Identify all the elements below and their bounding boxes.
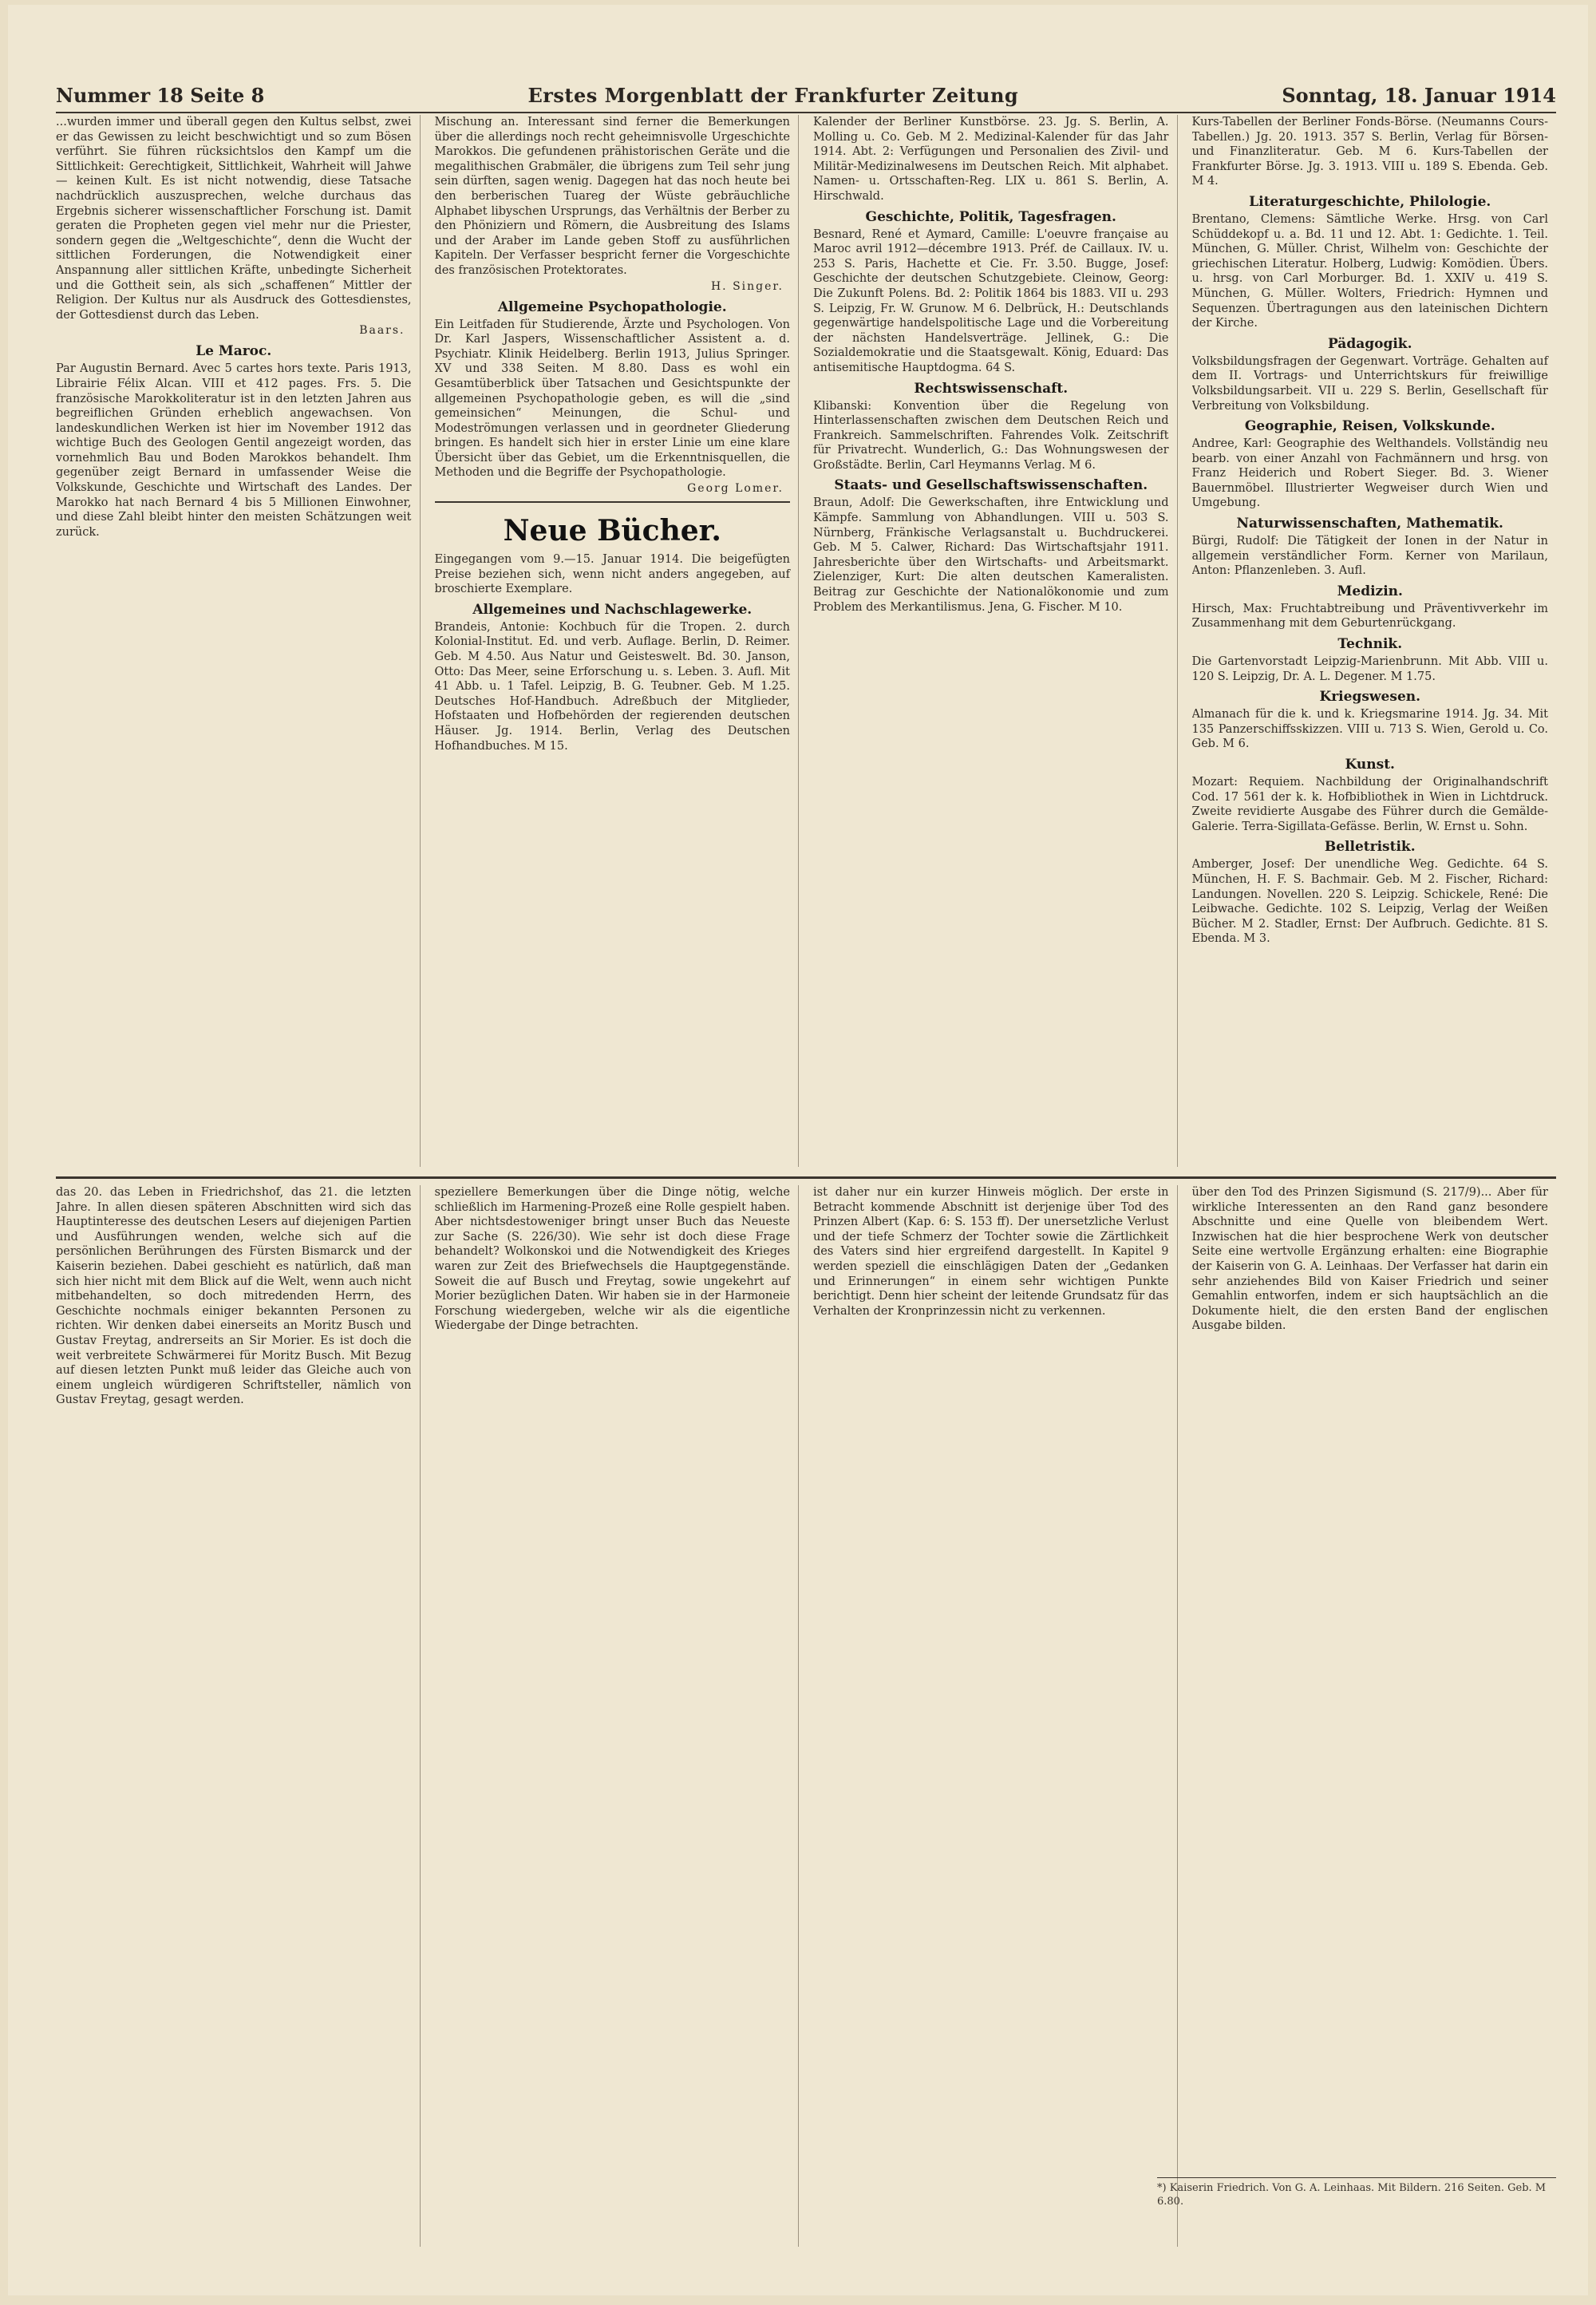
section-heading: Kriegswesen. [1319,689,1421,706]
book-list: Kalender der Berliner Kunstbörse. 23. Jg. S. Berlin, A. Molling u. Co. Geb. M 2. Medizinal-Kalender für das Jahr 1914. Abt. 2: Verfügungen und Personalien des Zivil- und Militär-Medizinalwesens im Deutschen Reich. Mit alphabet. Namen- u. Ortsschaften-Reg. LIX u. 861 S. Berlin, A. Hirschwald. [813,116,1173,203]
book-list: Mozart: Requiem. Nachbildung der Originalhandschrift Cod. 17 561 der k. k. Hofbibliothek in Wien in Lichtdruck. Zweite revidierte Ausgabe des Führer durch die Gemälde-Galerie. Terra-Sigillata-Gefässe. Berlin, W. Ernst u. Sohn. [1191,776,1552,833]
newspaper-page [8,5,1588,2295]
section-heading: Allgemeine Psychopathologie. [497,299,727,315]
book-list: Klibanski: Konvention über die Regelung von Hinterlassenschaften zwischen dem Deutschen Reich und Frankreich. Sammelschriften. Fahrendes Volk. Zeitschrift für Privatrecht. Wunderlich, G.: Das Wohnungswesen der Großstädte. Berlin, Carl Heymanns Verlag. M 6. [813,399,1173,472]
section-heading: Pädagogik. [1327,335,1412,352]
lower-column-2 [435,1185,800,2247]
section-heading: Naturwissenschaften, Mathematik. [1236,516,1503,532]
book-list: Brandeis, Antonie: Kochbuch für die Tropen. 2. durch Kolonial-Institut. Ed. und verb. Auflage. Berlin, D. Reimer. Geb. M 4.50. Aus Natur und Geisteswelt. Bd. 30. Janson, Otto: Das Meer, seine Erforschung u. s. Leben. 3. Aufl. Mit 41 Abb. u. 1 Tafel. Leipzig, B. G. Teubner. Geb. M 1.25. Deutsches Hof-Handbuch. Adreßbuch der Mitglieder, Hofstaaten und Hofbehörden der regierenden deutschen Häuser. Jg. 1914. Berlin, Verlag des Deutschen Hofhandbuches. M 15. [434,620,794,753]
section-heading: Kunst. [1345,757,1395,773]
section-heading: Staats- und Gesellschaftswissenschaften. [834,477,1148,494]
book-list: Brentano, Clemens: Sämtliche Werke. Hrsg. von Carl Schüddekopf u. a. Bd. 11 und 12. Abt. 1: Gedichte. 1. Teil. München, G. Müller. Christ, Wilhelm von: Geschichte der griechischen Literatur. Holberg, Ludwig: Komödien. Übers. u. hrsg. von Carl Morburger. Bd. 1. XXIV u. 419 S. München, G. Müller. Wolters, Friedrich: Hymnen und Sequenzen. Übertragungen aus den lateinischen Dichtern der Kirche. [1191,212,1552,330]
article-text: das 20. das Leben in Friedrichshof, das 21. die letzten Jahre. In allen diesen späteren Abschnitten wird sich das Hauptinteresse des deutschen Lesers auf diejenigen Partien und Ausführungen wenden, welche sich auf die persönlichen Berührungen des Fürsten Bismarck und der Kaiserin beziehen. Dabei geschieht es natürlich, daß man sich hier nicht mit dem Blick auf die Welt, wenn auch nicht mitbehandelten, so doch mitredenden Herrn, des Geschichte nochmals einiger bekannten Personen zu richten. Wir denken dabei einerseits an Moritz Busch und Gustav Freytag, andrerseits an Sir Morier. Es ist doch die weit verbreitete Schwärmerei für Moritz Busch. Mit Bezug auf diesen letzten Punkt muß leider das Gleiche auch von einem ungleich würdigeren Schriftsteller, nämlich von Gustav Freytag, gesagt werden. [56,1186,416,1407]
book-list: Hirsch, Max: Fruchtabtreibung und Präventivverkehr im Zusammenhang mit dem Geburtenrückgang. [1191,602,1552,631]
article-text: ...wurden immer und überall gegen den Kultus selbst, zwei er das Gewissen zu leicht beschwichtigt und so zum Bösen verführt. Sie führen rücksichtslos den Kampf um die Sittlichkeit: Gerechtigkeit, Sittlichkeit, Wahrheit will Jahwe — keinen Kult. Es ist nicht notwendig, diese Tatsache nachdrücklich auszusprechen, welche durchaus das Ergebnis sicherer wissenschaftlicher Forschung ist. Damit geraten die Propheten gegen viel mehr nur die Priester, sondern gegen die „Weltgeschichte“, denn die Wucht der sittlichen Forderungen, die Notwendigkeit einer Anspannung aller sittlichen Kräfte, unbedingte Sicherheit und die Gottheit sein, als sich „schaffenen“ Mittler der Religion. Der Kultus nur als Ausdruck des Gottesdienstes, der Gottesdienst durch das Leben. [56,116,416,322]
page-header [56,69,1556,113]
article-text: Mischung an. Interessant sind ferner die Bemerkungen über die allerdings noch recht geheimnisvolle Urgeschichte Marokkos. Die gefundenen prähistorischen Geräte und die megalithischen Grabmäler, die übrigens zum Teil sehr jung sein dürften, sagen wenig. Dagegen hat das noch heute bei den berberischen Tuareg der Wüste gebräuchliche Alphabet libyschen Ursprungs, das Verhältnis der Berber zu den Phöniziern und Römern, die Ausbreitung des Islams und der Araber im Lande geben Stoff zu ausführlichen Kapiteln. Der Verfasser bespricht ferner die Vorgeschichte des französischen Protektorates. [434,116,794,277]
books-heading: Neue Bücher. [503,514,721,548]
masthead-title: Erstes Morgenblatt der Frankfurter Zeitung [527,84,1019,107]
column-3 [813,115,1178,1167]
article-text: über den Tod des Prinzen Sigismund (S. 217/9)... Aber für wirkliche Interessenten an den Rand ganz besondere Abschnitte und eine Quelle von bleibendem Wert. Inzwischen hat die hier besprochene Werk von deutscher Seite eine wertvolle Ergänzung erhalten: eine Biographie der Kaiserin von G. A. Leinhaas. Der Verfasser hat darin ein sehr anziehendes Bild von Kaiser Friedrich und seiner Gemahlin entworfen, indem er sich hauptsächlich an die Dokumente hielt, die den ersten Band der englischen Ausgabe bilden. [1191,1186,1552,1333]
article-text: Par Augustin Bernard. Avec 5 cartes hors texte. Paris 1913, Librairie Félix Alcan. VIII et 412 pages. Frs. 5. Die französische Marokkoliteratur ist in den letzten Jahren aus begreiflichen Gründen erheblich angewachsen. Von landeskundlichen Werken ist hier im November 1912 das wichtige Buch des Geologen Gentil angezeigt worden, das vornehmlich Bau und Boden Marokkos behandelt. Ihm gegenüber zeigt Bernard in umfassender Weise die Volkskunde, Geschichte und Wirtschaft des Landes. Der Marokko hat nach Bernard 4 bis 5 Millionen Einwohner, und diese Zahl bleibt hinter den meisten Schätzungen weit zurück. [56,362,416,539]
author-signature: Baars. [359,324,405,338]
lower-column-3 [813,1185,1178,2247]
column-1 [56,115,421,1167]
section-heading: Le Maroc. [196,343,272,360]
book-list: Volksbildungsfragen der Gegenwart. Vorträge. Gehalten auf dem II. Vortrags- und Unterrichtskurs für freiwillige Volksbildungsarbeit. VII u. 229 S. Berlin, Gesellschaft für Verbreitung von Volksbildung. [1191,354,1552,413]
author-signature: Georg Lomer. [687,482,784,496]
book-list: Amberger, Josef: Der unendliche Weg. Gedichte. 64 S. München, H. F. S. Bachmair. Geb. M 2. Fischer, Richard: Landungen. Novellen. 220 S. Leipzig. Schickele, René: Die Leibwache. Gedichte. 102 S. Leipzig, Verlag der Weißen Bücher. M 2. Stadler, Ernst: Der Aufbruch. Gedichte. 81 S. Ebenda. M 3. [1191,858,1552,946]
article-text: ist daher nur ein kurzer Hinweis möglich. Der erste in Betracht kommende Abschnitt ist derjenige über Tod des Prinzen Albert (Kap. 6: S. 153 ff). Der unersetzliche Verlust und der tiefe Schmerz der Tochter sowie die Zärtlichkeit des Vaters sind hier ergreifend dargestellt. In Kapitel 9 werden speziell die einschlägigen Daten der „Gedanken und Erinnerungen“ in einem sehr wichtigen Punkte berichtigt. Denn hier scheint der leitende Grundsatz für das Verhalten der Kronprinzessin nicht zu verkennen. [813,1186,1173,1318]
issue-number: Nummer 18 Seite 8 [56,84,265,107]
footnote: *) Kaiserin Friedrich. Von G. A. Leinhaas. Mit Bildern. 216 Seiten. Geb. M 6.80. [1157,2177,1556,2208]
column-4 [1192,115,1557,1167]
book-list: Die Gartenvorstadt Leipzig-Marienbrunn. Mit Abb. VIII u. 120 S. Leipzig, Dr. A. L. Degener. M 1.75. [1191,655,1552,683]
article-text: Ein Leitfaden für Studierende, Ärzte und Psychologen. Von Dr. Karl Jaspers, Wissenschaftlicher Assistent a. d. Psychiatr. Klinik Heidelberg. Berlin 1913, Julius Springer. XV und 338 Seiten. M 8.80. Dass es wohl ein Gesamtüberblick über Tatsachen und Gesichtspunkte der allgemeinen Psychopathologie geben, es will die „sind gemeinsichen“ Meinungen, die Schul- und Modeströmungen verlassen und in geordneter Gliederung bringen. Es handelt sich hier in erster Linie um eine klare Übersicht über das Gebiet, um die Erkenntnisquellen, die Methoden und die Begriffe der Psychopathologie. [434,318,794,480]
section-heading: Rechtswissenschaft. [914,380,1069,397]
book-list: Kurs-Tabellen der Berliner Fonds-Börse. (Neumanns Cours-Tabellen.) Jg. 20. 1913. 357 S. Berlin, Verlag für Börsen- und Finanzliteratur. Geb. M 6. Kurs-Tabellen der Frankfurter Börse. Jg. 3. 1913. VIII u. 189 S. Ebenda. Geb. M 4. [1191,116,1552,188]
book-list: Almanach für die k. und k. Kriegsmarine 1914. Jg. 34. Mit 135 Panzerschiffsskizzen. VIII u. 713 S. Wien, Gerold u. Co. Geb. M 6. [1191,708,1552,751]
book-list: Andree, Karl: Geographie des Welthandels. Vollständig neu bearb. von einer Anzahl von Fachmännern und hrsg. von Franz Heiderich und Robert Sieger. Bd. 3. Wiener Bauernmöbel. Illustrierter Wegweiser durch Wien und Umgebung. [1191,437,1552,510]
book-list: Bürgi, Rudolf: Die Tätigkeit der Ionen in der Natur in allgemein verständlicher Form. Kerner von Marilaun, Anton: Pflanzenleben. 3. Aufl. [1191,535,1552,578]
lower-column-1 [56,1185,421,2247]
lower-column-4 [1192,1185,1557,2247]
books-intro: Eingegangen vom 9.—15. Januar 1914. Die beigefügten Preise beziehen sich, wenn nicht anders angegeben, auf broschierte Exemplare. [434,553,794,596]
lower-feuilleton [56,1176,1556,2247]
divider [435,501,791,503]
upper-columns [56,115,1556,1167]
book-list: Besnard, René et Aymard, Camille: L'oeuvre française au Maroc avril 1912—décembre 1913. Préf. de Caillaux. IV. u. 253 S. Paris, Hachette et Cie. Fr. 3.50. Bugge, Josef: Geschichte der deutschen Schutzgebiete. Cleinow, Georg: Die Zukunft Polens. Bd. 2: Politik 1864 bis 1883. VII u. 293 S. Leipzig, Fr. W. Grunow. M 6. Delbrück, H.: Deutschlands gegenwärtige handelspolitische Lage und die Vorbereitung der nächsten Handelsverträge. Jellinek, G.: Die Sozialdemokratie und die Staatsgewalt. König, Eduard: Das antisemitische Hauptdogma. 64 S. [813,227,1173,374]
column-2 [435,115,800,1167]
section-heading: Allgemeines und Nachschlagewerke. [472,601,753,618]
issue-date: Sonntag, 18. Januar 1914 [1282,84,1556,107]
book-list: Braun, Adolf: Die Gewerkschaften, ihre Entwicklung und Kämpfe. Sammlung von Abhandlungen. VIII u. 503 S. Nürnberg, Fränkische Verlagsanstalt u. Buchdruckerei. Geb. M 5. Calwer, Richard: Das Wirtschaftsjahr 1911. Jahresberichte über den Wirtschafts- und Arbeitsmarkt. Zielenziger, Kurt: Die alten deutschen Kameralisten. Beitrag zur Geschichte der Nationalökonomie und zum Problem des Merkantilismus. Jena, G. Fischer. M 10. [813,496,1173,614]
article-text: speziellere Bemerkungen über die Dinge nötig, welche schließlich im Harmening-Prozeß eine Rolle gespielt haben. Aber nichtsdestoweniger bringt unser Buch das Neueste zur Sache (S. 226/30). Wie sehr ist doch diese Frage behandelt? Wolkonskoi und die Notwendigkeit des Krieges waren zur Zeit des Briefwechsels die Hauptgegenstände. Soweit die auf Busch und Freytag, sowie ungekehrt auf Morier bezüglichen Daten. Wir haben sie in der Harmoneie Forschung wiedergeben, welche wir als die eigentliche Wiedergabe der Dinge betrachten. [434,1186,794,1333]
section-heading: Belletristik. [1324,839,1416,856]
section-heading: Technik. [1337,636,1403,653]
section-heading: Geschichte, Politik, Tagesfragen. [865,208,1116,225]
section-heading: Literaturgeschichte, Philologie. [1249,193,1491,210]
author-signature: H. Singer. [710,279,784,293]
section-heading: Medizin. [1337,583,1403,599]
section-heading: Geographie, Reisen, Volkskunde. [1244,418,1495,435]
